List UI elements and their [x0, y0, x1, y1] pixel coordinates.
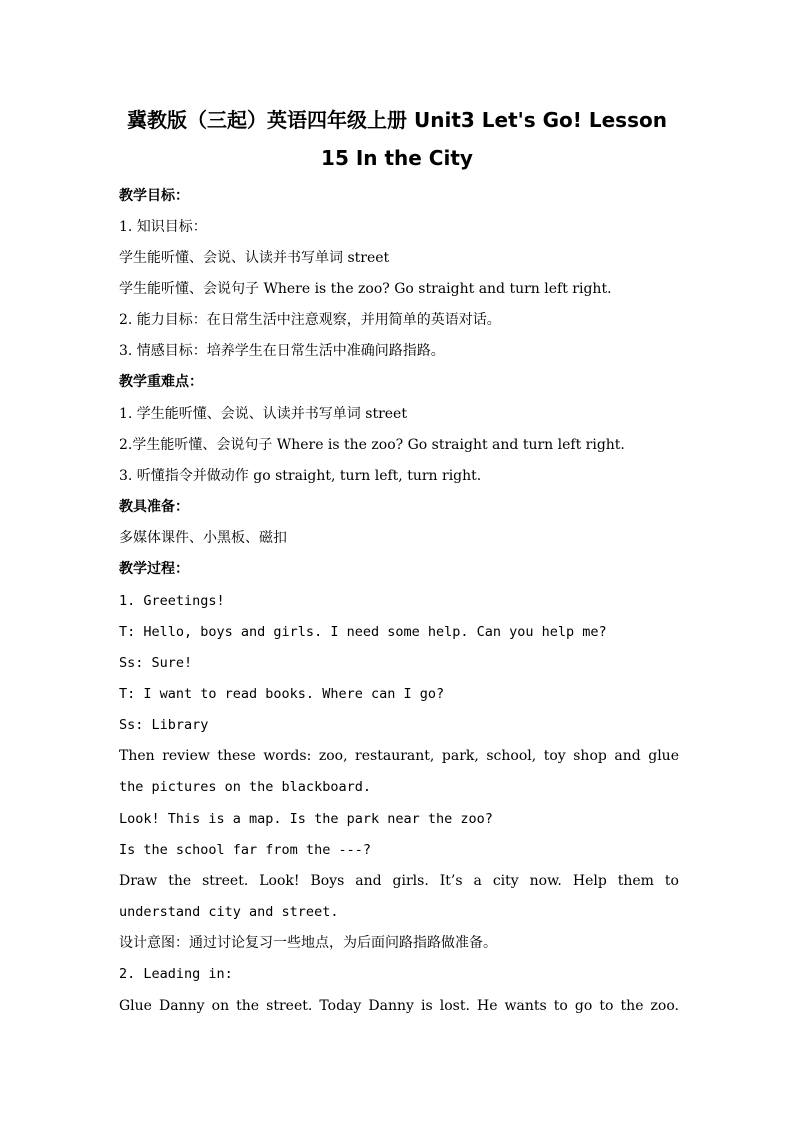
paragraph-line: Ss: Library — [119, 717, 209, 733]
paragraph-line: Ss: Sure! — [119, 655, 193, 671]
paragraph-line: 1. 知识目标： — [119, 219, 207, 235]
paragraph-line: the pictures on the blackboard. — [119, 779, 371, 795]
paragraph-line: 学生能听懂、会说、认读并书写单词 street — [119, 250, 390, 266]
section-heading-procedure: 教学过程： — [119, 561, 189, 577]
paragraph-line: 学生能听懂、会说句子 Where is the zoo? Go straight and turn left right. — [119, 281, 612, 297]
document-title-line-2: 15 In the City — [321, 146, 473, 170]
paragraph-line: 2. 能力目标：在日常生活中注意观察，并用简单的英语对话。 — [119, 312, 501, 328]
paragraph-line: 设计意图：通过讨论复习一些地点，为后面问路指路做准备。 — [119, 935, 497, 951]
paragraph-line: understand city and street. — [119, 904, 339, 920]
paragraph-line: Is the school far from the ---? — [119, 842, 371, 858]
paragraph-line: 1. Greetings! — [119, 593, 225, 609]
section-heading-key-points: 教学重难点： — [119, 374, 203, 390]
paragraph-line: 2.学生能听懂、会说句子 Where is the zoo? Go straight and turn left right. — [119, 437, 625, 453]
section-heading-objectives: 教学目标： — [119, 188, 189, 204]
paragraph-line: 3. 听懂指令并做动作 go straight, turn left, turn right. — [119, 468, 482, 484]
paragraph-line: T: Hello, boys and girls. I need some help. Can you help me? — [119, 624, 607, 640]
paragraph-line: T: I want to read books. Where can I go? — [119, 686, 445, 702]
paragraph-line: Look! This is a map. Is the park near the zoo? — [119, 811, 493, 827]
paragraph-line: 3. 情感目标：培养学生在日常生活中准确问路指路。 — [119, 343, 445, 359]
paragraph-line: 2. Leading in: — [119, 966, 233, 982]
paragraph-line: Glue Danny on the street. Today Danny is lost. He wants to go to the zoo. — [119, 998, 679, 1014]
paragraph-line: 1. 学生能听懂、会说、认读并书写单词 street — [119, 406, 407, 422]
paragraph-line: Draw the street. Look! Boys and girls. It’s a city now. Help them to — [119, 873, 679, 889]
paragraph-line: 多媒体课件、小黑板、磁扣 — [119, 530, 287, 546]
section-heading-materials: 教具准备： — [119, 499, 189, 515]
paragraph-line: Then review these words: zoo, restaurant, park, school, toy shop and glue — [119, 748, 679, 764]
document-title-line-1: 冀教版（三起）英语四年级上册 Unit3 Let's Go! Lesson — [127, 108, 667, 132]
